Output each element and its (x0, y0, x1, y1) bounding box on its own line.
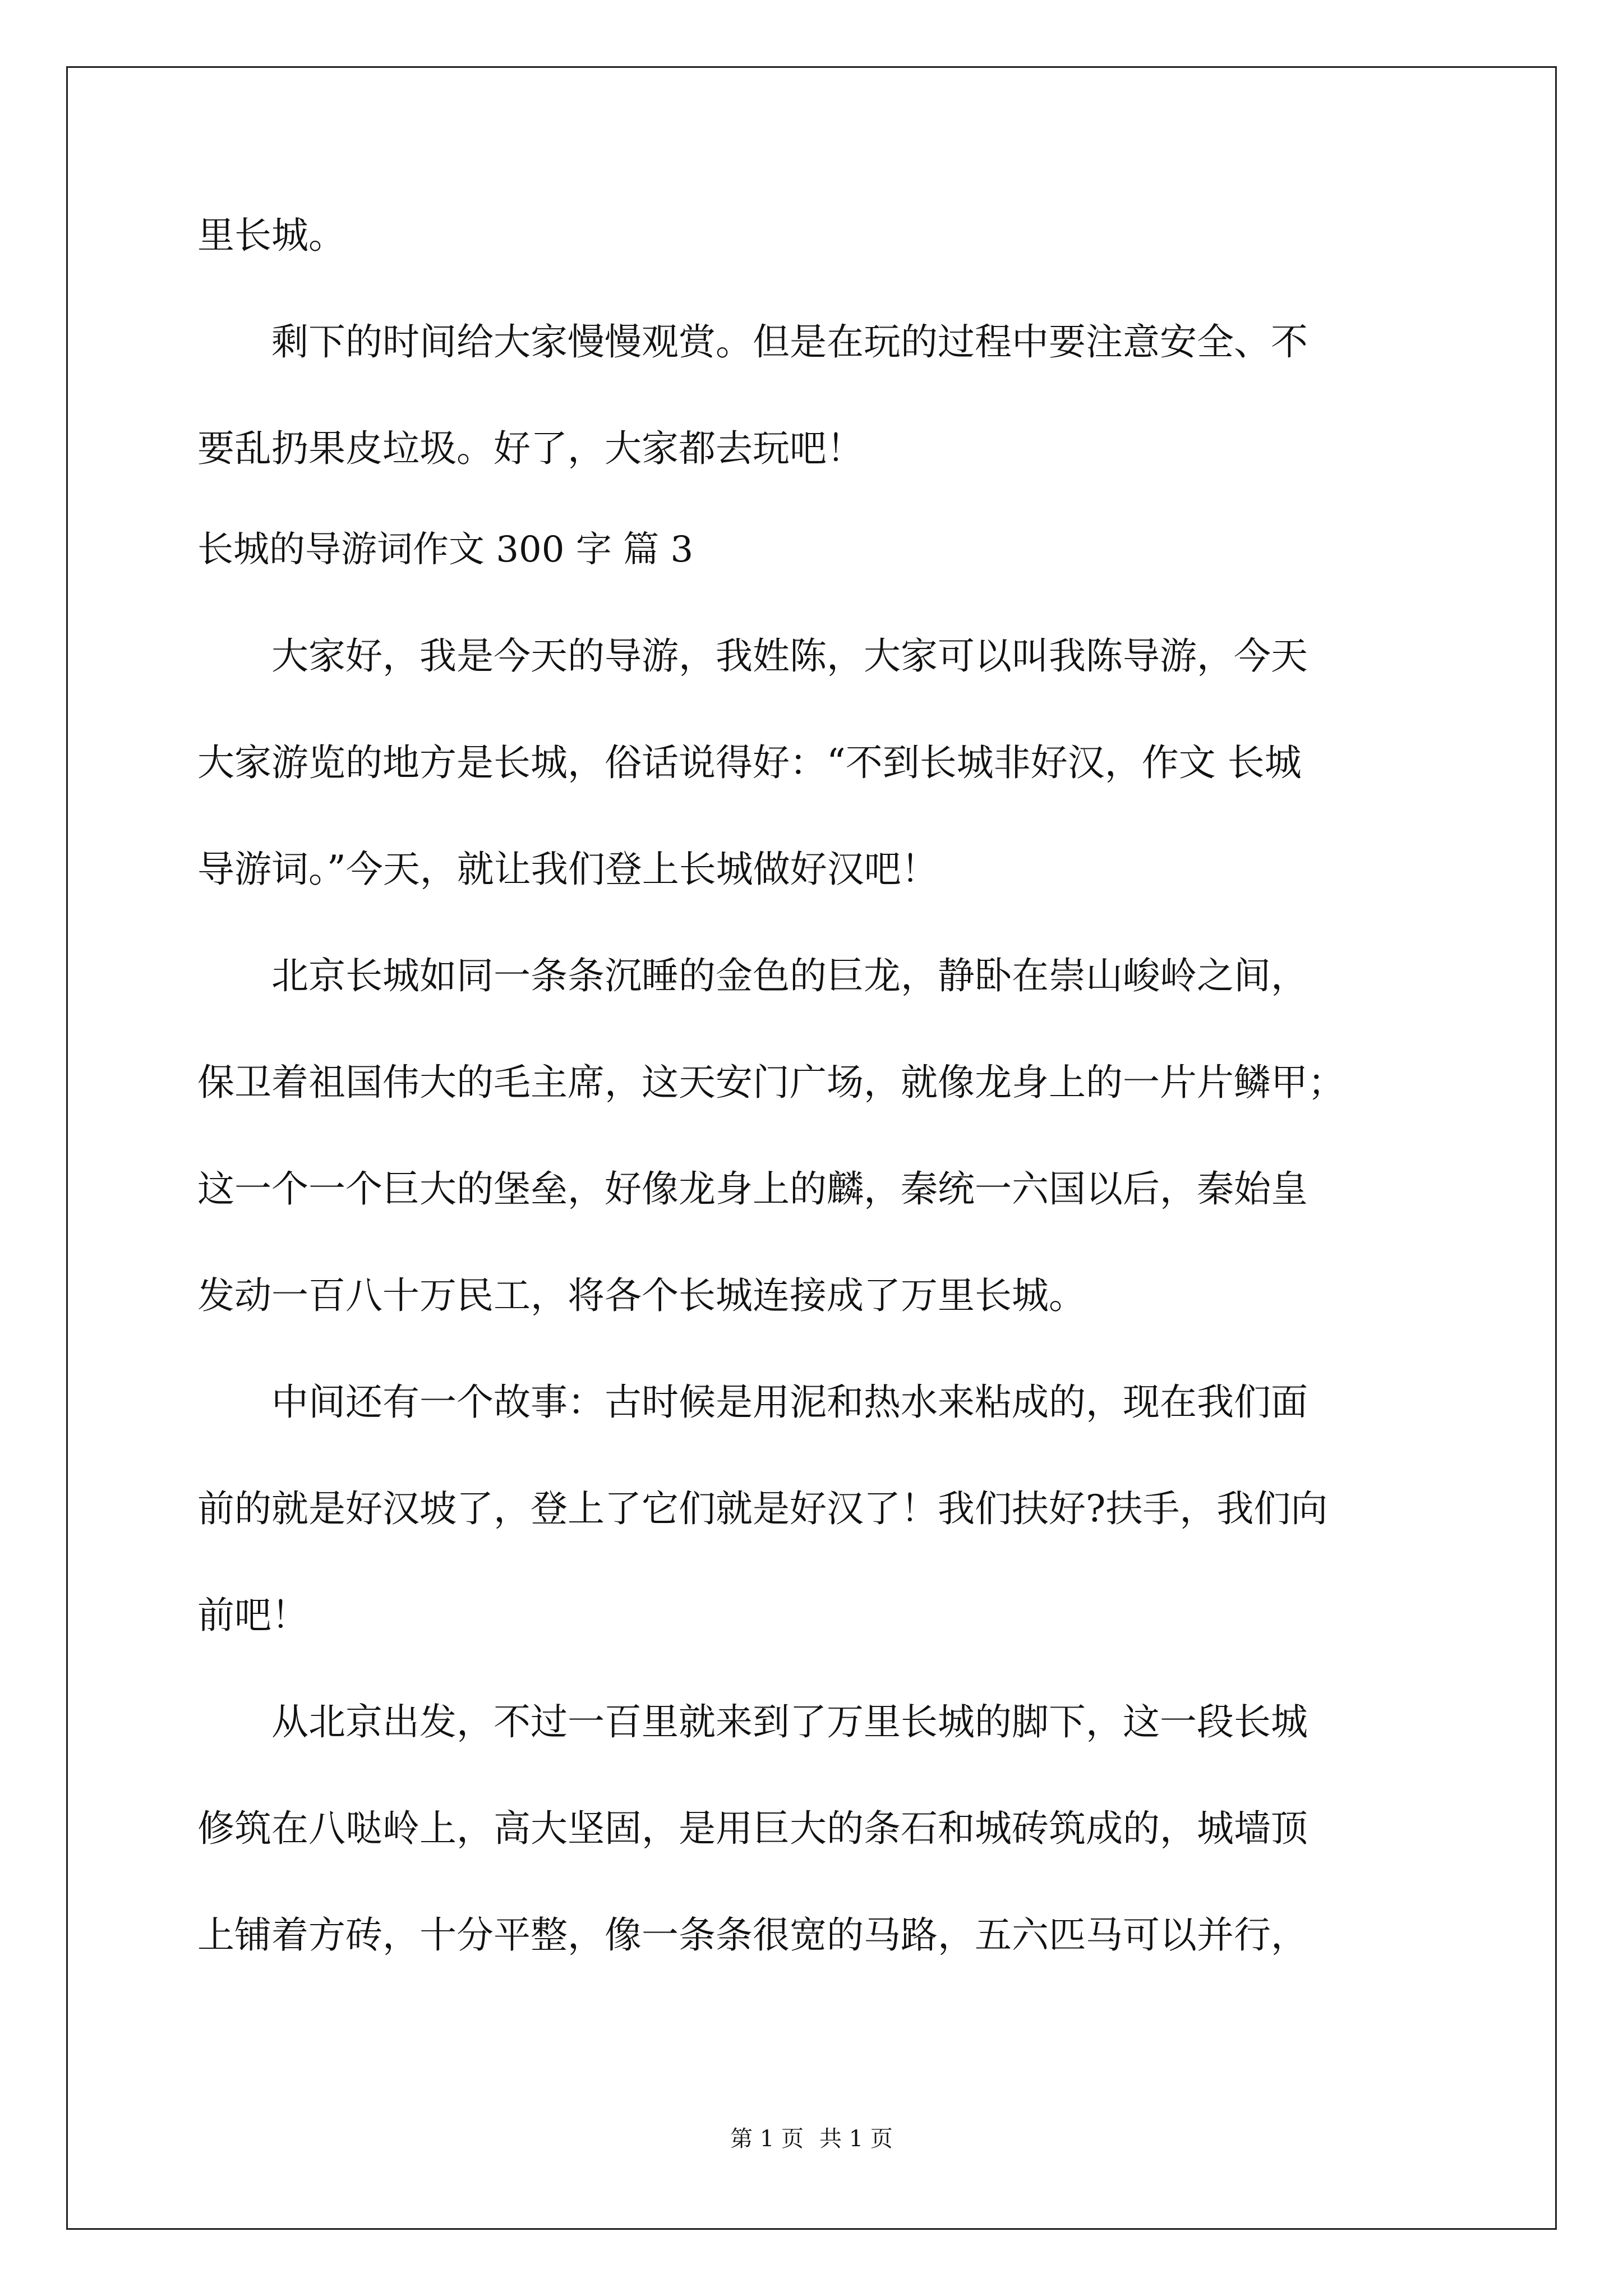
paragraph-line: 上铺着方砖，十分平整，像一条条很宽的马路，五六匹马可以并行， (197, 1913, 1308, 1957)
paragraph-line: 前的就是好汉坡了，登上了它们就是好汉了！我们扶好?扶手，我们向 (197, 1487, 1328, 1530)
paragraph-line: 前吧！ (197, 1594, 308, 1637)
page-footer (0, 2125, 1623, 2153)
paragraph-line: 剩下的时间给大家慢慢观赏。但是在玩的过程中要注意安全、不 (271, 320, 1308, 364)
paragraph-line: 从北京出发，不过一百里就来到了万里长城的脚下，这一段长城 (271, 1700, 1308, 1743)
page-border (66, 66, 1557, 2230)
paragraph-line: 北京长城如同一条条沉睡的金色的巨龙，静卧在崇山峻岭之间， (271, 954, 1308, 997)
paragraph-line: 保卫着祖国伟大的毛主席，这天安门广场，就像龙身上的一片片鳞甲； (197, 1061, 1345, 1104)
page-total: 共 1 页 (819, 2126, 893, 2152)
paragraph-line: 里长城。 (197, 214, 345, 257)
paragraph-line: 这一个一个巨大的堡垒，好像龙身上的麟，秦统一六国以后，秦始皇 (197, 1167, 1308, 1211)
paragraph-line: 导游词。”今天，就让我们登上长城做好汉吧！ (197, 848, 938, 891)
paragraph-line: 发动一百八十万民工，将各个长城连接成了万里长城。 (197, 1274, 1086, 1317)
paragraph-line: 中间还有一个故事：古时候是用泥和热水来粘成的，现在我们面 (271, 1381, 1308, 1424)
paragraph-line: 大家好，我是今天的导游，我姓陈，大家可以叫我陈导游，今天 (271, 634, 1308, 678)
section-heading: 长城的导游词作文 300 字 篇 3 (197, 529, 694, 570)
paragraph-line: 修筑在八哒岭上，高大坚固，是用巨大的条石和城砖筑成的，城墙顶 (197, 1807, 1308, 1850)
paragraph-line: 大家游览的地方是长城，俗话说得好：“不到长城非好汉，作文 长城 (197, 741, 1302, 784)
page-number: 第 1 页 (730, 2126, 804, 2152)
paragraph-line: 要乱扔果皮垃圾。好了，大家都去玩吧！ (197, 427, 864, 470)
